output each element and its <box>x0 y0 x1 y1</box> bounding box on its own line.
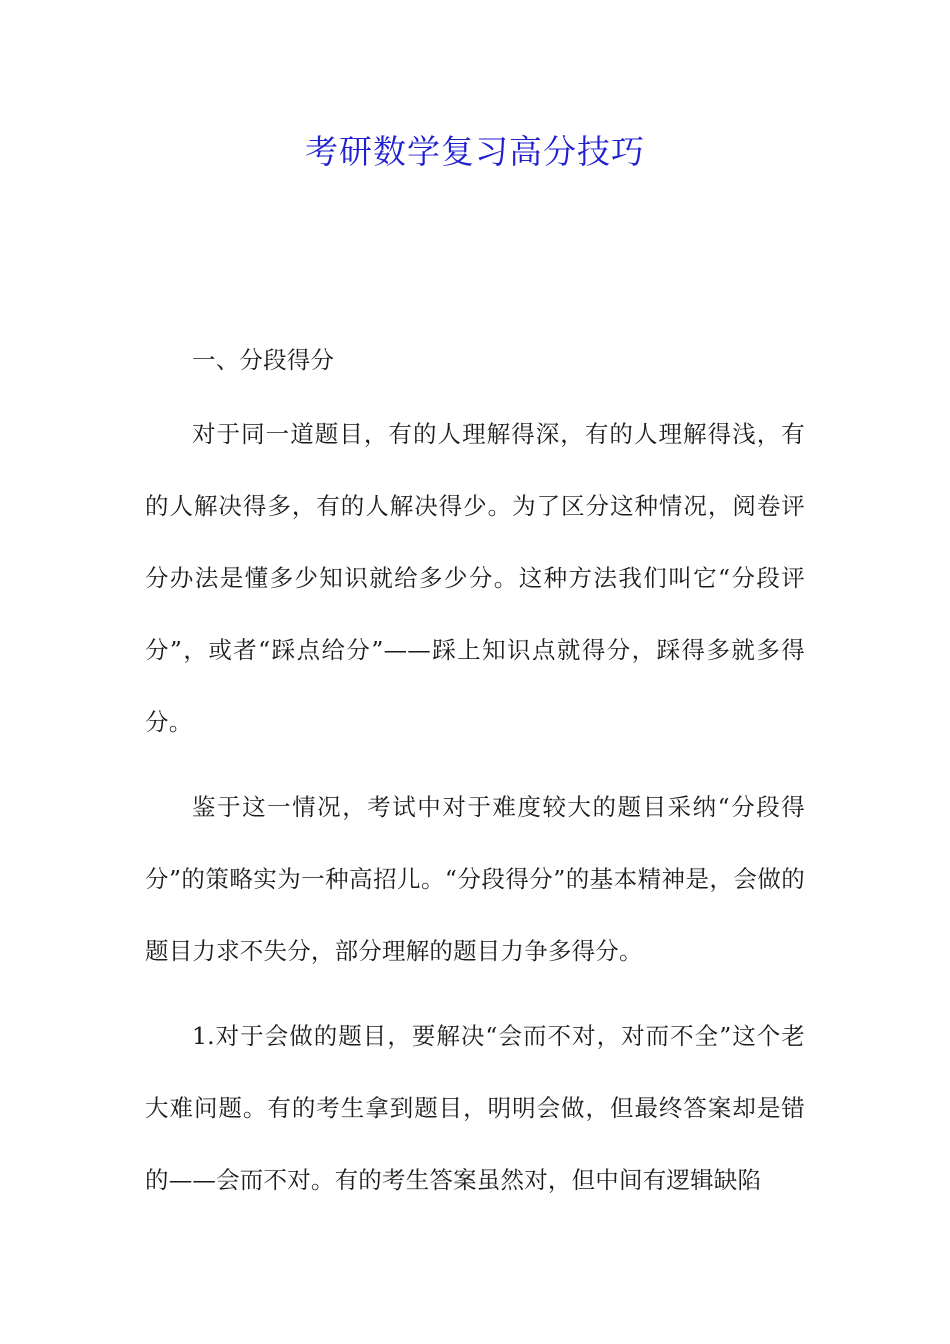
document-title: 考研数学复习高分技巧 <box>305 132 645 171</box>
section-heading: 一、分段得分 <box>192 346 335 374</box>
paragraph-3: 1.对于会做的题目，要解决“会而不对，对而不全”这个老大难问题。有的考生拿到题目，明明会做，但最终答案却是错的——会而不对。有的考生答案虽然对，但中间有逻辑缺陷 <box>145 1022 805 1194</box>
document-body <box>145 336 805 1241</box>
paragraph-1: 对于同一道题目，有的人理解得深，有的人理解得浅，有的人解决得多，有的人解决得少。为了区分这种情况，阅卷评分办法是懂多少知识就给多少分。这种方法我们叫它“分段评分”，或者“踩点给分”——踩上知识点就得分，踩得多就多得分。 <box>145 420 805 736</box>
paragraph-2: 鉴于这一情况，考试中对于难度较大的题目采纳“分段得分”的策略实为一种高招儿。“分段得分”的基本精神是，会做的题目力求不失分，部分理解的题目力争多得分。 <box>145 793 805 965</box>
